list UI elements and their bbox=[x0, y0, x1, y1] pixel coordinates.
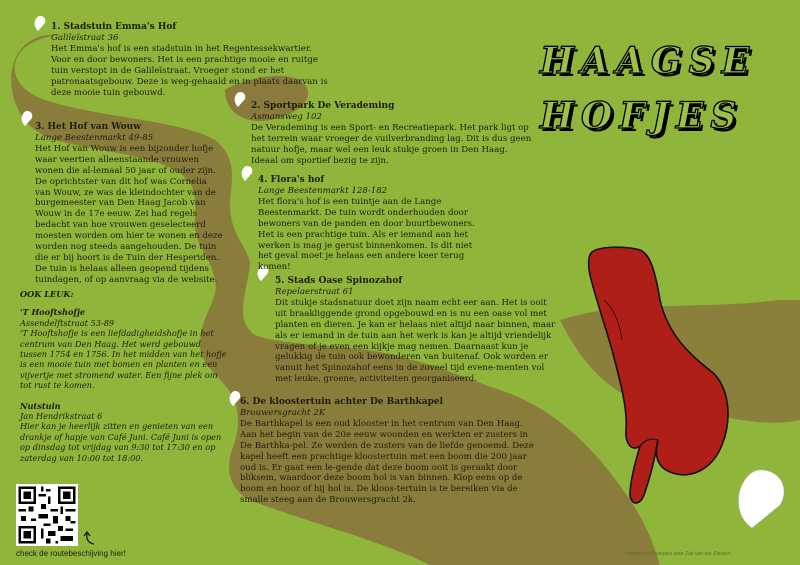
hofje-text: Het flora's hof is een tuintje aan de Lange Beestenmarkt. De tuin wordt onderhouden door bewoners van de panden en door buurtbewoners. Het is een prachtige tuin. Als er iemand aan het werken is mag je gerust binnenkomen. Is dit niet het geval moet je helaas een andere keer terug komen! bbox=[258, 196, 475, 273]
ook-leuk-header: OOK LEUK: bbox=[20, 289, 74, 299]
hofje-4 bbox=[258, 175, 486, 273]
map-pin-icon bbox=[739, 470, 784, 528]
extra-text: Hier kan je heerlijk zitten en genieten van een drankje of hapje van Café Juni. Café Juni is open op dinsdag tot vrijdag van 9:30 tot 17:30 en op zaterdag van 10:00 tot 18:00. bbox=[20, 421, 222, 463]
hofje-2 bbox=[251, 101, 533, 167]
hofje-text: Dit stukje stadsnatuur doet zijn naam echt eer aan. Het is ooit uit braakliggende grond opgebouwd en is nu een oase vol met planten en dieren. Je kan er helaas niet altijd naar binnen, maar als er iemand in de tuin aan het werk is kan je altijd vriendelijk vragen of je even een kijkje mag nemen. Daarnaast kun je gelukkig de tuin ook bewonderen van buitenaf. Ook worden er vanuit het Spinozahof eens in de zoveel tijd evene-menten vol met leuke, groene, activiteiten georganiseerd. bbox=[275, 297, 556, 385]
hofje-address: Lange Beestenmarkt 128-182 bbox=[258, 186, 388, 196]
hofje-name: 4. Flora's hof bbox=[258, 175, 325, 185]
hofje-address: Brouwersgracht 2K bbox=[240, 408, 326, 418]
hofje-address: Galileïstraat 36 bbox=[51, 33, 119, 43]
map-pin-icon bbox=[20, 110, 34, 128]
title-line-1: HAAGSE bbox=[540, 40, 757, 82]
credit: design en illustraties door Zoë van der Zanden bbox=[627, 551, 731, 557]
extra-address: Assendelftstraat 53-89 bbox=[20, 317, 115, 328]
hofje-address: Repelaerstraat 61 bbox=[275, 287, 354, 297]
title-line-2: HOFJES bbox=[540, 95, 744, 137]
hofje-name: 3. Het Hof van Wouw bbox=[35, 122, 141, 132]
hofje-text: Het Emma's hof is een stadstuin in het Regentessekwartier. Voor en door bewoners. Het is een prachtige mooie en ruitge tuin verstopt in de Galileïstraat. Vroeger stond er het patronaatsgebouw. Deze is weg-gehaald en in plaats daarvan is deze mooie tuin gebouwd. bbox=[51, 43, 328, 98]
hofje-1 bbox=[51, 22, 331, 98]
hofje-3 bbox=[35, 122, 225, 286]
arrow-icon bbox=[82, 530, 98, 546]
hofje-5 bbox=[275, 276, 557, 385]
hofje-name: 2. Sportpark De Verademing bbox=[251, 101, 395, 111]
hofje-text: De Verademing is een Sport- en Recreatiepark. Het park ligt op het terrein waar vroeger de vuilverbranding lag. Dit is dus geen natuur hofje, maar wel een leuk stukje groen in Den Haag. Ideaal om sportief bezig te zijn. bbox=[251, 122, 532, 166]
hofje-address: Lange Beestenmarkt 49-85 bbox=[35, 133, 154, 143]
hofje-text: Het Hof van Wouw is een bijzonder hofje waar veertien alleenstaande vrouwen wonen die al-lemaal 50 jaar of ouder zijn. De oprichtster van dit hof was Cornelia van Wouw, ze was de kleindochter van de burgemeester van Den Haag Jacob van Wouw in de 17e eeuw. Zei had regels bedacht van hoe vrouwen geselecteerd moesten worden om hier te wonen en deze worden nog steeds aangehouden. De tuin die er bij hoort is de Tuin der Hesperiden. De tuin is helaas alleen geopend tijdens tuindagen, of op aanvraag via de website. bbox=[35, 143, 223, 285]
extra-name: Nutstuin bbox=[20, 400, 61, 411]
qr-code[interactable] bbox=[16, 484, 78, 546]
hofje-address: Asmansweg 102 bbox=[251, 112, 322, 122]
extra-address: Jan Hendrikstraat 6 bbox=[20, 411, 103, 422]
extra-name: 'T Hooftshofje bbox=[20, 307, 86, 318]
map-pin-icon bbox=[33, 15, 47, 33]
hofje-name: 1. Stadstuin Emma's Hof bbox=[51, 22, 177, 32]
hofje-name: 5. Stads Oase Spinozahof bbox=[275, 276, 403, 286]
extra-text: 'T Hooftshofje is een liefdadigheidshofje in het centrum van Den Haag. Het werd gebouwd tussen 1754 en 1756. In het midden van het hofje is een mooie tuin met bomen en planten en een vijvertje met stromend water. Een fijne plek om tot rust te komen. bbox=[20, 328, 227, 391]
map-pin-icon bbox=[240, 165, 254, 183]
hofje-6 bbox=[240, 397, 536, 506]
hofje-name: 6. De kloostertuin achter De Barthkapel bbox=[240, 397, 444, 407]
hofje-text: De Barthkapel is een oud klooster in het centrum van Den Haag. Aan het begin van de 20e eeuw woonden en werkten er zusters in De Barthka-pel. Ze werden de zusters van de liefde genoemd. Deze kapel heeft een prachtige kloostertuin met een boom die 200 jaar oud is. Er gaat een le-gende dat deze boom ooit is geraakt door bliksem, waardoor deze boom hol is van binnen. Klop eens op de boom en hoor of hij hol is. De kloos-tertuin is te bereiken via de smalle steeg aan de Brouwersgracht 2k. bbox=[240, 418, 534, 506]
ook-leuk-section bbox=[20, 289, 230, 473]
qr-caption[interactable]: check de routebeschijving hier! bbox=[16, 549, 126, 558]
